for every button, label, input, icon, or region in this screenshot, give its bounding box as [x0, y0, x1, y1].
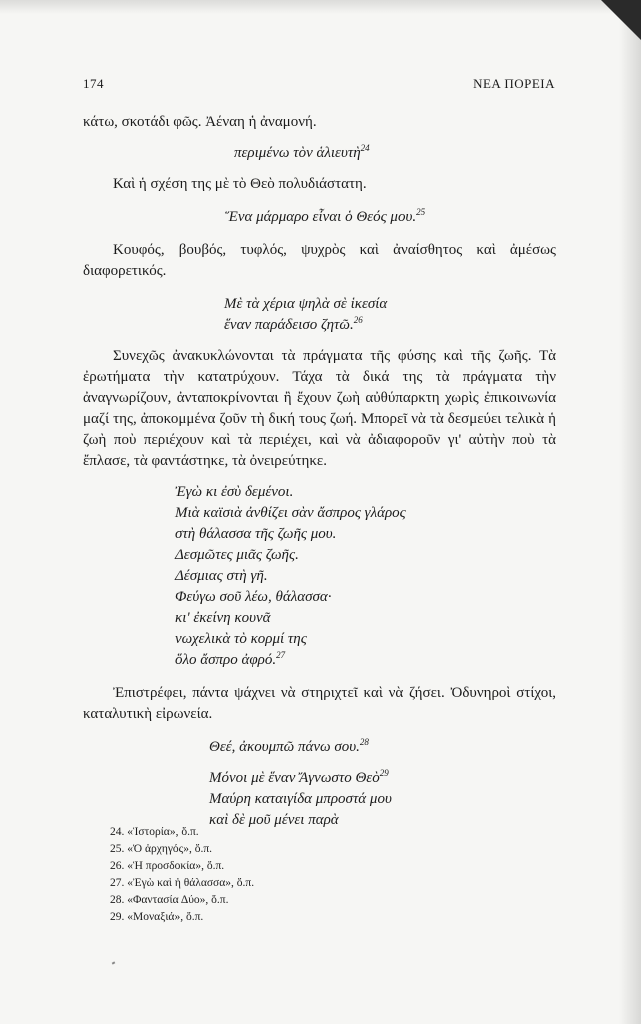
footnote-29: 29. «Μοναξιά», ὅ.π.: [110, 911, 204, 923]
footnote-24: 24. «Ἱστορία», ὅ.π.: [110, 826, 199, 838]
page-right-edge: [619, 0, 641, 1024]
footnote-ref-26: 26: [353, 315, 363, 325]
poem-line-9: [175, 650, 556, 671]
poem-line-6: Φεύγω σοῦ λέω, θάλασσα·: [175, 589, 332, 605]
quote-26-line-2: [224, 315, 556, 336]
quote-29-line-2: Μαύρη καταιγίδα μπροστά μου: [209, 791, 392, 807]
footnote-28: 28. «Φαντασία Δύο», ὅ.π.: [110, 894, 229, 906]
footnote-ref-27: 27: [276, 650, 286, 660]
page-header: [83, 76, 555, 94]
quote-25: [83, 207, 556, 228]
scan-speck: [112, 961, 116, 964]
quote-26-line-2-text: ἕναν παράδεισο ζητῶ.: [224, 317, 354, 333]
footnote-ref-28: 28: [359, 737, 369, 747]
footnote-26: 26. «Ἡ προσδοκία», ὅ.π.: [110, 860, 225, 872]
poem-line-9-text: ὅλο ἄσπρο ἀφρό.: [175, 652, 277, 668]
poem-line-1: Ἐγὼ κι ἐσὺ δεμένοι.: [175, 484, 294, 500]
paragraph-4: Συνεχῶς ἀνακυκλώνονται τὰ πράγματα τῆς φύσης καὶ τῆς ζωῆς. Τὰ ἐρωτήματα τὴν κατατρύχουν. Τάχα τὰ δικά της τὰ πράγματα τὴν ἀναγνωρίζουν, ἀνταποκρίνονται ἢ ἔχουν ζωὴ αὐθύπαρκτη χωρὶς ἐπικοινωνία μαζί της, ἀποκομμένα ζοῦν τὴ δική τους ζωή. Μπορεῖ νὰ τὰ δεσμεύει τελικὰ ἡ ζωὴ ποὺ περιέχουν καὶ τὰ περιέχει, καὶ νὰ ἀδιαφοροῦν γι' αὐτὴν ποὺ τὰ ἔπλασε, τὰ φαντάστηκε, τὰ ὀνειρεύτηκε.: [83, 348, 556, 469]
footnote-25: 25. «Ὁ ἀρχηγός», ὅ.π.: [110, 843, 213, 855]
footnote-27: 27. «Ἐγὼ καὶ ἡ θάλασσα», ὅ.π.: [110, 877, 255, 889]
paragraph-3: Κουφός, βουβός, τυφλός, ψυχρὸς καὶ ἀναίσθητος καὶ ἀμέσως διαφορετικός.: [83, 242, 556, 279]
paragraph-2: Καὶ ἡ σχέση της μὲ τὸ Θεὸ πολυδιάστατη.: [113, 176, 367, 192]
quote-28: [83, 737, 556, 758]
quote-29-line-3: καὶ δὲ μοῦ μένει παρὰ: [209, 812, 339, 828]
poem-line-8: νωχελικὰ τὸ κορμί της: [175, 631, 307, 647]
quote-26-line-1: Μὲ τὰ χέρια ψηλὰ σὲ ἱκεσία: [224, 296, 388, 312]
poem-27: [83, 482, 556, 671]
quote-29-line-1-text: Μόνοι μὲ ἕναν Ἄγνωστο Θεὸ: [209, 770, 380, 786]
footnote-ref-24: 24: [360, 143, 370, 153]
quote-25-text: Ἕνα μάρμαρο εἶναι ὁ Θεός μου.: [225, 209, 417, 225]
poem-line-4: Δεσμῶτες μιᾶς ζωῆς.: [175, 547, 299, 563]
poem-line-3: στὴ θάλασσα τῆς ζωῆς μου.: [175, 526, 337, 542]
quote-29-line-1: [209, 768, 556, 789]
page-number: 174: [83, 76, 104, 91]
running-title: ΝΕΑ ΠΟΡΕΙΑ: [473, 76, 555, 91]
quote-28-text: Θεέ, ἀκουμπῶ πάνω σου.: [209, 739, 360, 755]
paragraph-5: Ἐπιστρέφει, πάντα ψάχνει νὰ στηριχτεῖ καὶ νὰ ζήσει. Ὀδυνηροὶ στίχοι, καταλυτικὴ εἰρωνεία.: [83, 685, 556, 722]
footnote-ref-29: 29: [379, 768, 389, 778]
quote-29: [83, 768, 556, 831]
quote-24: [83, 143, 556, 164]
page-body: [83, 112, 556, 831]
paragraph-1: κάτω, σκοτάδι φῶς. Ἀέναη ἡ ἀναμονή.: [83, 114, 317, 130]
scan-corner: [601, 0, 641, 40]
poem-line-5: Δέσμιας στὴ γῆ.: [175, 568, 268, 584]
quote-24-text: περιμένω τὸν ἁλιευτὴ: [234, 145, 361, 161]
footnotes: [110, 824, 254, 926]
footnote-ref-25: 25: [416, 207, 426, 217]
quote-26: [83, 294, 556, 336]
page-top-edge: [0, 0, 641, 14]
poem-line-2: Μιὰ καϊσιὰ ἀνθίζει σὰν ἄσπρος γλάρος: [175, 505, 406, 521]
poem-line-7: κι' ἐκείνη κουνᾶ: [175, 610, 271, 626]
